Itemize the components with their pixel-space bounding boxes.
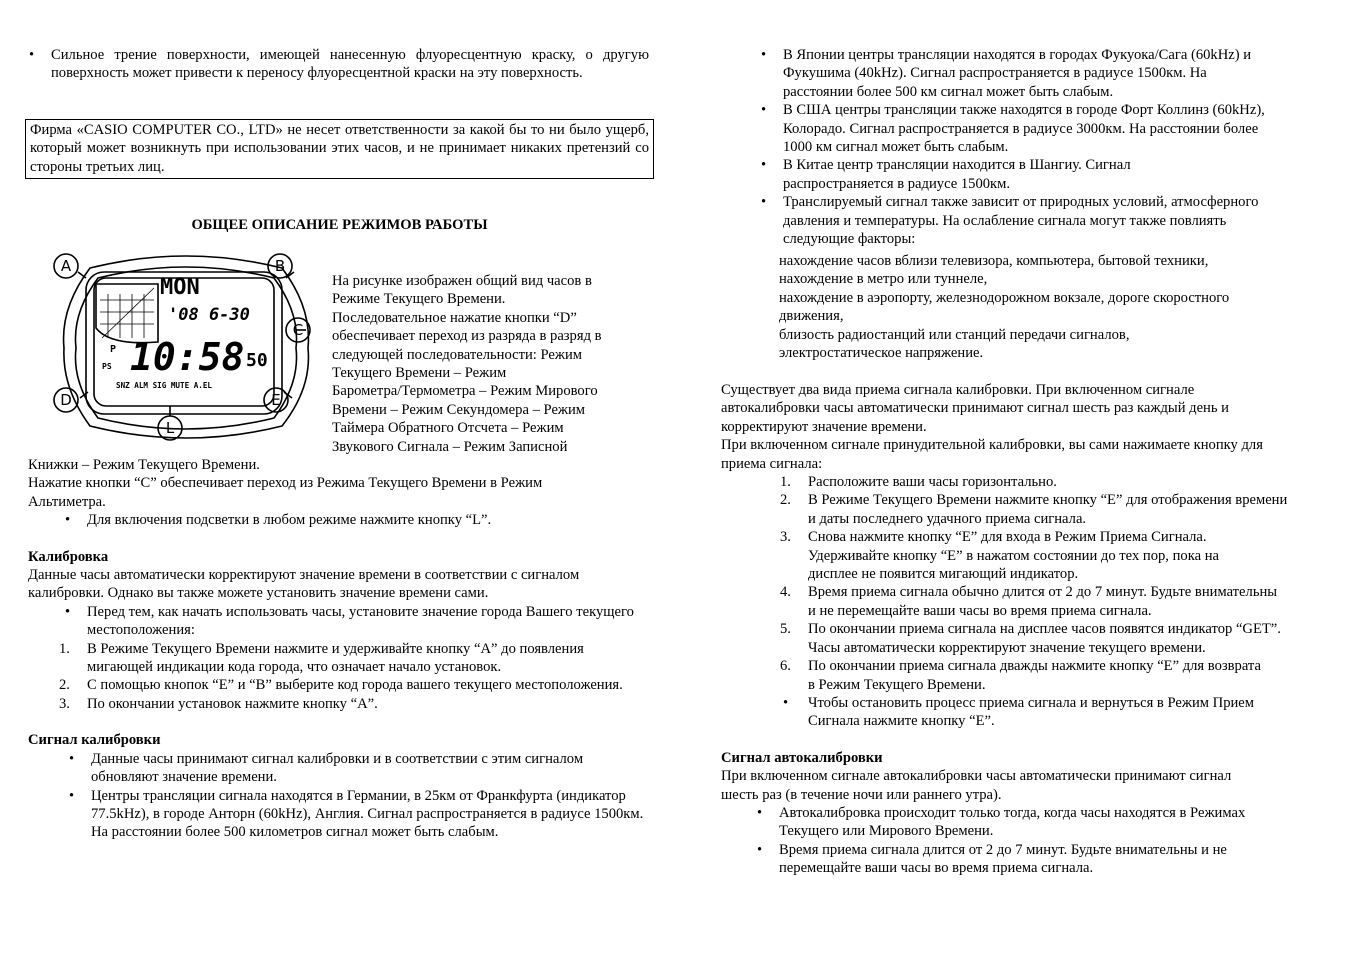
display-indicators: SNZ ALM SIG MUTE A.EL [116, 381, 213, 390]
step-item: 3. По окончании установок нажмите кнопку “A”. [59, 695, 378, 712]
broadcast-japan: • В Японии центры трансляции находятся в городах Фукуока/Сага (60kHz) и Фукушима (40kHz). Сигнал распространяется в радиусе 1500км. На расстоянии более 500 км сигнал может быть слабым. [761, 47, 1252, 100]
auto-bullet: • Время приема сигнала длится от 2 до 7 минут. Будьте внимательны и не перемещайте ваши часы во время приема сигнала. [757, 841, 1227, 877]
friction-note: • Сильное трение поверхности, имеющей нанесенную флуоресцентную краску, о другую поверхность может привести к переносу флуоресцентной краски на эту поверхность. [29, 47, 649, 82]
button-l-label: L [165, 419, 175, 437]
forced-step: 5. По окончании приема сигнала на дисплее часов появятся индикатор “GET”. Часы автоматически корректируют значение текущего времени. [780, 621, 1281, 656]
display-pm: P [110, 344, 117, 355]
disclaimer-box: Фирма «CASIO COMPUTER CO., LTD» не несет ответственности за какой бы то ни было ущерб, который может возникнуть при использовании этих часов, и не принимает никаких претензий со стороны третьих лиц. [25, 119, 654, 179]
forced-step: 3. Снова нажмите кнопку “E” для входа в Режим Приема Сигнала. Удерживайте кнопку “E” в нажатом состоянии до тех пор, пока на дисплее не появится мигающий индикатор. [780, 529, 1219, 583]
button-d-label: D [60, 391, 72, 409]
watch-illustration [50, 248, 322, 448]
bullet-marker: • [29, 47, 35, 63]
intro-paragraph: На рисунке изображен общий вид часов в Режиме Текущего Времени. Последовательное нажатие кнопки “D” обеспечивает переход из разряда в разряд в следующей последовательности: Режим Текущего Времени – Режим Барометра/Термометра – Режим Мирового Времени – Режим Секундомера – Режим Таймера Обратного Отсчета – Режим Звукового Сигнала – Режим Записной [332, 273, 602, 455]
display-seconds: 50 [246, 350, 268, 371]
forced-step: 6. По окончании приема сигнала дважды нажмите кнопку “E” для возврата в Режим Текущего Времени. [780, 658, 1261, 693]
calibration-title: Калибровка [28, 548, 109, 565]
signal-title: Сигнал калибровки [28, 732, 161, 749]
broadcast-china: • В Китае центр трансляции находится в Шангиу. Сигнал распространяется в радиусе 1500км. [761, 157, 1131, 192]
broadcast-usa: • В США центры трансляции также находятся в городе Форт Коллинз (60kHz), Колорадо. Сигнал распространяется в радиусе 3000км. На расстоянии более 1000 км сигнал может быть слабым. [761, 102, 1265, 156]
backlight-note: • Для включения подсветки в любом режиме нажмите кнопку “L”. [65, 512, 492, 529]
forced-step: 4. Время приема сигнала обычно длится от 2 до 7 минут. Будьте внимательны и не перемещайте ваши часы во время приема сигнала. [780, 584, 1278, 619]
button-b-label: B [274, 257, 286, 275]
button-a-label: A [60, 257, 72, 275]
display-date: '08 6-30 [168, 305, 250, 325]
forced-step: 2. В Режиме Текущего Времени нажмите кнопку “E” для отображения времени и даты последнего удачного приема сигнала. [780, 492, 1288, 527]
step-item: 2. С помощью кнопок “E” и “B” выберите код города вашего текущего местоположения. [59, 677, 623, 694]
forced-step: 1. Расположите ваши часы горизонтально. [780, 474, 1057, 491]
step-item: 1. В Режиме Текущего Времени нажмите и удерживайте кнопку “A” до появления мигающей индикации кода города, что означает начало установок. [59, 640, 584, 676]
right-body: Существует два вида приема сигнала калибровки. При включенном сигнале автокалибровки часы автоматически принимают сигнал шесть раз каждый день и корректируют значение времени. При включенном сигнале принудительной калибровки, вы сами нажимаете кнопку для приема сигнала: 1. Расположите ваши часы горизонтально. 2. В Режиме Текущего Времени нажмите кнопку “E” для отображения времени и даты последнего удачного приема сигнала. 3. Снова нажмите кнопку “E” для входа в Режим Приема Сигнала. Удерживайте кнопку “E” в нажатом состоянии до тех пор, пока на дисплее не появится мигающий индикатор. 4. Время приема сигнала обычно длится от 2 до 7 минут. Будьте внимательны и не перемещайте ваши часы во время приема сигнала. 5. По окончании приема сигнала на дисплее часов появятся индикатор “GET”. Часы автоматически корректируют значение текущего времени. 6. По окончании приема сигнала дважды нажмите кнопку “E” для возврата в Режим Текущего Времени. • Чтобы остановить процесс приема сигнала и вернуться в Режим Прием Сигнала нажмите кнопку “E”. Сигнал автокалибровки При включенном сигнале автокалибровки часы автоматически принимают сигнал шесть раз (в течение ночи или раннего утра). • Автокалибровка происходит только тогда, когда часы находятся в Режимах Текущего или Мирового Времени. • Время приема сигнала длится от 2 до 7 минут. Будьте внимательны и не перемещайте ваши часы во время приема сигнала. [721, 381, 1291, 878]
display-day: MON [160, 275, 200, 300]
button-c-label: C [292, 321, 304, 339]
before-use-note: • Перед тем, как начать использовать часы, установите значение города Вашего текущего местоположения: [65, 603, 634, 639]
factors-list: нахождение часов вблизи телевизора, компьютера, бытовой техники, нахождение в метро или туннеле, нахождение в аэропорту, железнодорожном вокзале, дороге скоростного движения, близость радиостанций или станций передачи сигналов, электростатическое напряжение. [779, 253, 1230, 362]
signal-conditions: • Транслируемый сигнал также зависит от природных условий, атмосферного давления и температуры. На ослабление сигнала могут также повлиять следующие факторы: [761, 194, 1259, 248]
signal-bullet: • Центры трансляции сигнала находятся в Германии, в 25км от Франкфурта (индикатор 77.5kHz), в городе Анторн (60kHz), Англия. Сигнал распространяется в радиусе 1500км. На расстоянии более 500 километров сигнал может быть слабым. [69, 787, 644, 841]
signal-bullet: • Данные часы принимают сигнал калибровки и в соответствии с этим сигналом обновляют значение времени. [69, 750, 584, 786]
display-time: 10:58 [130, 335, 245, 379]
left-body: Книжки – Режим Текущего Времени. Нажатие кнопки “C” обеспечивает переход из Режима Текущего Времени в Режим Альтиметра. • Для включения подсветки в любом режиме нажмите кнопку “L”. Калибровка Данные часы автоматически корректируют значение времени в соответствии с сигналом калибровки. Однако вы также можете установить значение времени сами. • Перед тем, как начать использовать часы, установите значение города Вашего текущего местоположения: 1. В Режиме Текущего Времени нажмите и удерживайте кнопку “A” до появления мигающей индикации кода города, что означает начало установок. 2. С помощью кнопок “E” и “B” выберите код города вашего текущего местоположения. 3. По окончании установок нажмите кнопку “A”. Сигнал калибровки • Данные часы принимают сигнал калибровки и в соответствии с этим сигналом обновляют значение времени. • Центры трансляции сигнала находятся в Германии, в 25км от Франкфурта (индикатор 77.5kHz), в городе Анторн (60kHz), Англия. Сигнал распространяется в радиусе 1500км. На расстоянии более 500 километров сигнал может быть слабым. [28, 456, 658, 842]
display-ps: PS [102, 362, 112, 371]
stop-note: • Чтобы остановить процесс приема сигнала и вернуться в Режим Прием Сигнала нажмите кнопку “E”. [783, 694, 1255, 730]
right-top-list [761, 46, 1283, 248]
auto-bullet: • Автокалибровка происходит только тогда, когда часы находятся в Режимах Текущего или Мирового Времени. [757, 804, 1246, 840]
section-title: ОБЩЕЕ ОПИСАНИЕ РЕЖИМОВ РАБОТЫ [191, 217, 488, 233]
auto-title: Сигнал автокалибровки [721, 749, 883, 766]
button-e-label: E [271, 391, 281, 409]
